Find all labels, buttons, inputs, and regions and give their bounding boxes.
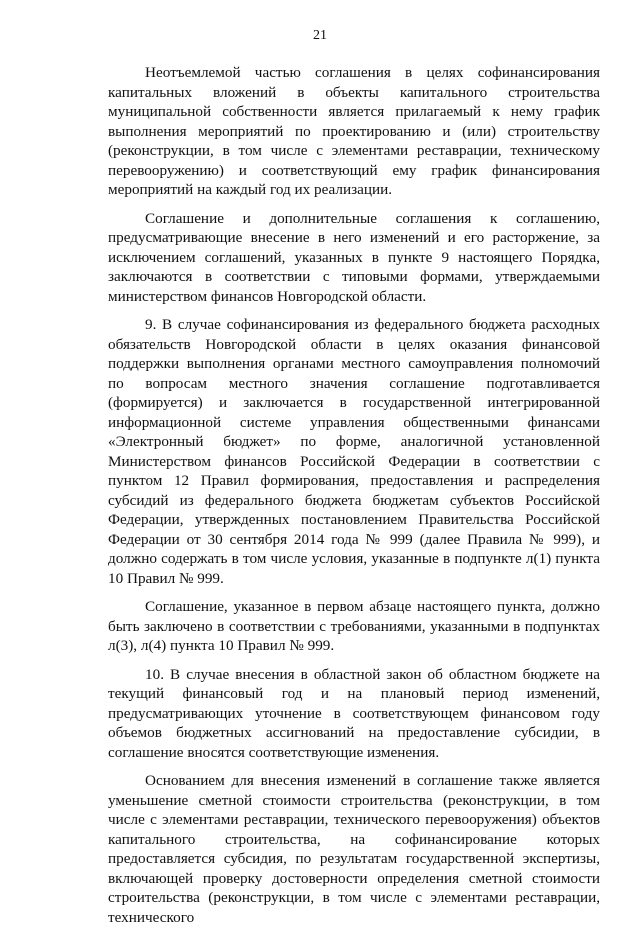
page-number: 21 (313, 28, 327, 43)
paragraph-2: Соглашение и дополнительные соглашения к соглашению, предусматривающие внесение в него изменений и его расторжение, за исключением соглашений, указанных в пункте 9 настоящего Порядка, заключаются в соответствии с типовыми формами, утверждаемыми министерством финансов Новгородской области. (108, 209, 600, 305)
document-body (108, 63, 600, 936)
paragraph-6: Основанием для внесения изменений в соглашение также является уменьшение сметной стоимости строительства (реконструкции, в том числе с элементами реставрации, технического перевооружения) объектов капитального строительства, на софинансирование которых предоставляется субсидия, по результатам государственной экспертизы, включающей проверку достоверности определения сметной стоимости строительства (реконструкции, в том числе с элементами реставрации, технического (108, 772, 600, 926)
paragraph-4: Соглашение, указанное в первом абзаце настоящего пункта, должно быть заключено в соответствии с требованиями, указанными в подпунктах л(3), л(4) пункта 10 Правил № 999. (108, 598, 600, 654)
paragraph-3: 9. В случае софинансирования из федерального бюджета расходных обязательств Новгородской области в целях оказания финансовой поддержки выполнения органами местного самоуправления полномочий по вопросам местного значения соглашение подготавливается (формируется) и заключается в государственной интегрированной информационной системе управления общественными финансами «Электронный бюджет» по форме, аналогичной установленной Министерством финансов Российской Федерации в соответствии с пунктом 12 Правил формирования, предоставления и распределения субсидий из федерального бюджета бюджетам субъектов Российской Федерации, утвержденных постановлением Правительства Российской Федерации от 30 сентября 2014 года № 999 (далее Правила № 999), и должно содержать в том числе условия, указанные в подпункте л(1) пункта 10 Правил № 999. (108, 316, 600, 587)
paragraph-1: Неотъемлемой частью соглашения в целях софинансирования капитальных вложений в объекты капитального строительства муниципальной собственности является прилагаемый к нему график выполнения мероприятий по проектированию и (или) строительству (реконструкции, в том числе с элементами реставрации, техническому перевооружению) и соответствующий ему график финансирования мероприятий на каждый год их реализации. (108, 64, 600, 198)
paragraph-5: 10. В случае внесения в областной закон об областном бюджете на текущий финансовый год и на плановый период изменений, предусматривающих уточнение в соответствующем финансовом году объемов бюджетных ассигнований на предоставление субсидии, в соглашение вносятся соответствующие изменения. (108, 665, 600, 761)
